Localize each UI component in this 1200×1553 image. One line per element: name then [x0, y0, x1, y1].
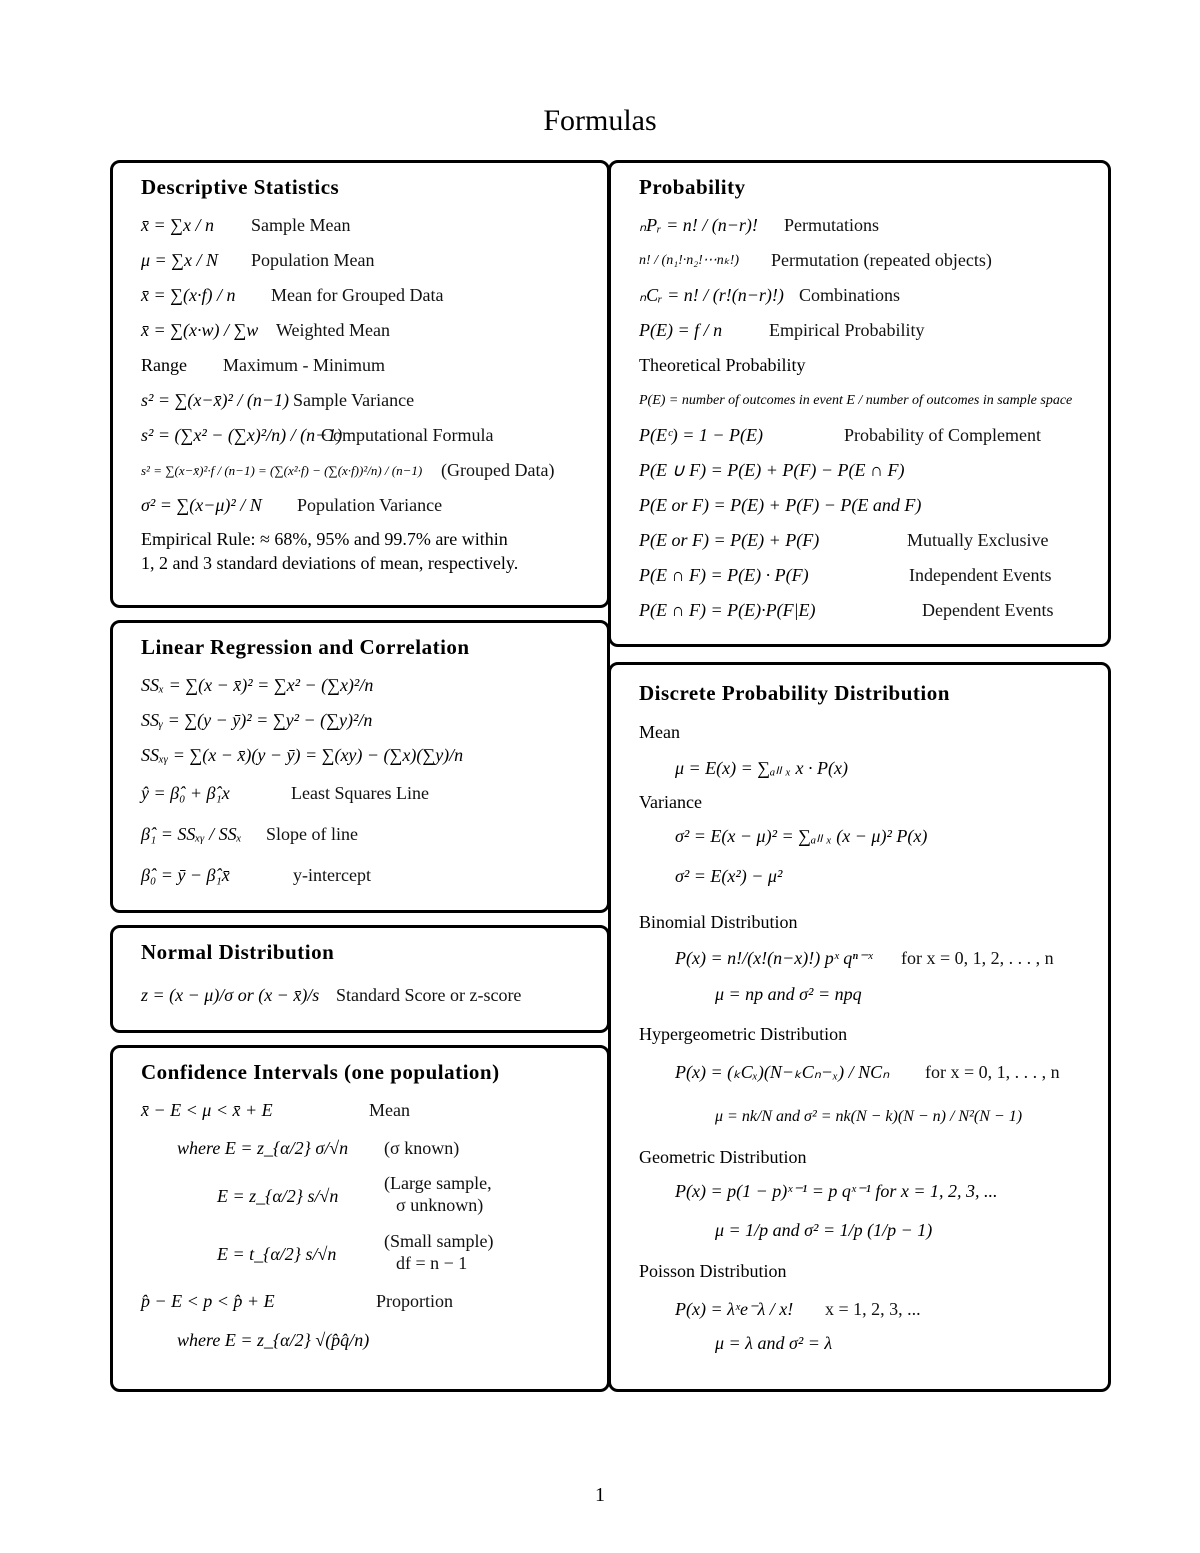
formula: P(E) = f / n [639, 320, 723, 340]
formula: β̂₀ = ȳ − β̂₁x̄ [141, 864, 230, 885]
theoretical-probability-label [639, 348, 1108, 383]
normal-distribution-heading: Normal Distribution [141, 940, 335, 964]
formula-label: (σ known) [384, 1137, 460, 1158]
formula: μ = ∑x / N [141, 250, 219, 270]
formula-row [639, 558, 1108, 593]
formula-label: Mean for Grouped Data [271, 285, 444, 305]
formula-label-line: (Small sample) [384, 1231, 494, 1251]
page-title: Formulas [543, 104, 657, 137]
formula: s² = ∑(x−x̄)²·f / (n−1) = (∑(x²·f) − (∑(x·f))²/n) / (n−1) [141, 462, 423, 478]
formula-row [141, 703, 607, 738]
formula: P(x) = (ₖCₓ)(N−ₖCₙ−ₓ) / NCₙ [675, 1061, 890, 1082]
formula: Range [141, 355, 187, 375]
formula: s² = ∑(x−x̄)² / (n−1) [141, 390, 290, 410]
formula-row [141, 668, 607, 703]
poisson-label-row [639, 1252, 1108, 1290]
formula-label: Probability of Complement [844, 425, 1041, 445]
formula-row [141, 1168, 607, 1224]
discrete-probability-box [608, 662, 1111, 1392]
formula-range: for x = 0, 1, . . . , n [925, 1061, 1060, 1082]
page-number: 1 [595, 1484, 605, 1506]
confidence-intervals-box [110, 1045, 610, 1392]
formula-label: Sample Variance [293, 390, 415, 410]
formula-row [141, 855, 607, 895]
formula-label: Permutation (repeated objects) [771, 250, 992, 270]
formula: where E = z_{α/2} σ/√n [177, 1137, 349, 1158]
formula: P(x) = n!/(x!(n−x)!) pˣ qⁿ⁻ˣ [675, 947, 873, 968]
formula: ₙPᵣ = n! / (n−r)! [639, 215, 758, 235]
formula: σ² = E(x²) − μ² [675, 865, 783, 886]
empirical-rule-line: Empirical Rule: ≈ 68%, 95% and 99.7% are within [141, 529, 508, 549]
formula-label: Computational Formula [321, 425, 494, 445]
formula-row [141, 973, 607, 1017]
formula-row [141, 453, 607, 488]
formula-range: for x = 0, 1, 2, . . . , n [901, 947, 1054, 968]
formula: σ² = E(x − μ)² = ∑ₐₗₗ ₓ (x − μ)² P(x) [675, 825, 928, 846]
formula: P(x) = p(1 − p)ˣ⁻¹ = p qˣ⁻¹ for x = 1, 2, 3, ... [675, 1180, 998, 1201]
formula: where E = z_{α/2} √(p̂q̂/n) [177, 1329, 370, 1350]
formula-row [141, 243, 607, 278]
formula-row [141, 773, 607, 813]
binomial-label-row [639, 904, 1108, 940]
formula: P(E ∩ F) = P(E) · P(F) [639, 565, 809, 585]
formula-row [639, 243, 1108, 278]
formula-row [639, 418, 1108, 453]
formula-label: Weighted Mean [276, 320, 391, 340]
formula: SSᵧ = ∑(y − ȳ)² = ∑y² − (∑y)²/n [141, 710, 373, 730]
formula: SSₓᵧ = ∑(x − x̄)(y − ȳ) = ∑(xy) − (∑x)(∑y)/n [141, 745, 464, 765]
formula: μ = E(x) = ∑ₐₗₗ ₓ x · P(x) [675, 757, 848, 778]
formula: E = t_{α/2} s/√n [217, 1243, 337, 1264]
formula: P(x) = λˣe⁻λ / x! [675, 1298, 794, 1319]
discrete-probability-heading: Discrete Probability Distribution [639, 681, 950, 705]
formula-row [141, 1224, 607, 1284]
formula-label: (Grouped Data) [441, 460, 555, 480]
formula-row [639, 593, 1108, 628]
formula-row [141, 1128, 607, 1168]
formula-label: Maximum - Minimum [223, 355, 385, 375]
formula-label [384, 1172, 492, 1216]
formula-row [141, 313, 607, 348]
formula-label: Mean [369, 1100, 410, 1120]
formula: x̄ = ∑(x·f) / n [141, 285, 236, 305]
formula: ₙCᵣ = n! / (r!(n−r)!) [639, 285, 784, 305]
formula: z = (x − μ)/σ or (x − x̄)/s [141, 984, 320, 1005]
formula-row [639, 488, 1108, 523]
formula: E = z_{α/2} s/√n [217, 1185, 339, 1206]
formula-row [639, 940, 1108, 976]
formula: μ = 1/p and σ² = 1/p (1/p − 1) [715, 1219, 933, 1240]
formula-row [141, 418, 607, 453]
formula-row [639, 1290, 1108, 1328]
theoretical-probability-text: Theoretical Probability [639, 355, 806, 375]
formula-label [384, 1230, 493, 1274]
formula: μ = np and σ² = npq [715, 983, 862, 1004]
poisson-label: Poisson Distribution [639, 1260, 787, 1281]
formula: μ = λ and σ² = λ [715, 1332, 833, 1353]
formula-row [141, 348, 607, 383]
formula: P(E ∩ F) = P(E)·P(F|E) [639, 600, 816, 620]
formula-row [639, 814, 1108, 858]
formula-row [639, 746, 1108, 790]
variance-label-row [639, 790, 1108, 814]
variance-label: Variance [639, 791, 702, 812]
formula: x̄ = ∑x / n [141, 215, 214, 235]
formula-label: Least Squares Line [291, 782, 429, 803]
formula-label: Proportion [376, 1291, 454, 1311]
formula: μ = nk/N and σ² = nk(N − k)(N − n) / N²(N − 1) [715, 1108, 1023, 1125]
formula-label-line: σ unknown) [396, 1195, 484, 1215]
formula-label: Dependent Events [922, 600, 1054, 620]
formula-row [639, 1328, 1108, 1358]
formula: x̄ − E < μ < x̄ + E [141, 1100, 273, 1120]
formula: s² = (∑x² − (∑x)²/n) / (n−1) [141, 425, 343, 445]
formula-row [141, 813, 607, 855]
formula-label-line: df = n − 1 [396, 1253, 468, 1273]
formula-row [141, 1093, 607, 1128]
hypergeometric-label: Hypergeometric Distribution [639, 1023, 848, 1044]
formula: ŷ = β̂₀ + β̂₁x [141, 782, 230, 803]
formula-label: Sample Mean [251, 215, 351, 235]
linear-regression-box [110, 620, 610, 913]
formula-row [141, 738, 607, 773]
formula-row [141, 208, 607, 243]
probability-box [608, 160, 1111, 647]
formula: SSₓ = ∑(x − x̄)² = ∑x² − (∑x)²/n [141, 675, 374, 695]
formula-row [639, 453, 1108, 488]
formula-label: Empirical Probability [769, 320, 925, 340]
formula-label: Population Variance [297, 495, 443, 515]
empirical-rule-line: 1, 2 and 3 standard deviations of mean, respectively. [141, 553, 519, 573]
formula-row [141, 488, 607, 523]
formula-row [141, 1319, 607, 1361]
formula-row [639, 1092, 1108, 1142]
formula-row [639, 313, 1108, 348]
normal-distribution-box [110, 925, 610, 1033]
formula: n! / (n₁!·n₂!⋯nₖ!) [639, 253, 740, 268]
formula-row [639, 1052, 1108, 1092]
formula-row [639, 976, 1108, 1012]
formula-row [141, 278, 607, 313]
formula-label-line: (Large sample, [384, 1173, 492, 1193]
formula-range: x = 1, 2, 3, ... [825, 1298, 921, 1319]
geometric-label-row [639, 1142, 1108, 1172]
formula: x̄ = ∑(x·w) / ∑w [141, 320, 259, 340]
probability-heading: Probability [639, 175, 746, 199]
hypergeometric-label-row [639, 1016, 1108, 1052]
formula-row [639, 208, 1108, 243]
formula-label: Mutually Exclusive [907, 530, 1049, 550]
formula-row [141, 383, 607, 418]
descriptive-statistics-heading: Descriptive Statistics [141, 175, 340, 199]
formula-row [141, 1284, 607, 1319]
formula-label: y-intercept [293, 864, 371, 885]
formula-row [639, 1210, 1108, 1250]
formula-row [639, 278, 1108, 313]
formula-row [639, 523, 1108, 558]
formula: P(E) = number of outcomes in event E / number of outcomes in sample space [639, 392, 1073, 408]
formula: σ² = ∑(x−μ)² / N [141, 495, 262, 515]
binomial-label: Binomial Distribution [639, 911, 798, 932]
formula: P(Eᶜ) = 1 − P(E) [639, 425, 763, 445]
descriptive-statistics-box [110, 160, 610, 608]
formula-row [639, 383, 1108, 418]
formula-row [639, 1172, 1108, 1210]
formula: β̂₁ = SSₓᵧ / SSₓ [141, 823, 242, 844]
mean-label: Mean [639, 721, 680, 742]
formula: p̂ − E < p < p̂ + E [141, 1291, 275, 1311]
formula-label: Independent Events [909, 565, 1052, 585]
formula-label: Slope of line [266, 823, 358, 844]
formula: P(E ∪ F) = P(E) + P(F) − P(E ∩ F) [639, 460, 905, 480]
formula-row [639, 858, 1108, 894]
confidence-intervals-heading: Confidence Intervals (one population) [141, 1060, 500, 1084]
formula: P(E or F) = P(E) + P(F) − P(E and F) [639, 495, 922, 515]
formula: P(E or F) = P(E) + P(F) [639, 530, 820, 550]
formula-label: Combinations [799, 285, 901, 305]
formula-label: Population Mean [251, 250, 375, 270]
formula-label: Permutations [784, 215, 879, 235]
mean-label-row [639, 718, 1108, 746]
geometric-label: Geometric Distribution [639, 1146, 807, 1167]
formula-label: Standard Score or z-score [336, 984, 522, 1005]
linear-regression-heading: Linear Regression and Correlation [141, 635, 470, 659]
